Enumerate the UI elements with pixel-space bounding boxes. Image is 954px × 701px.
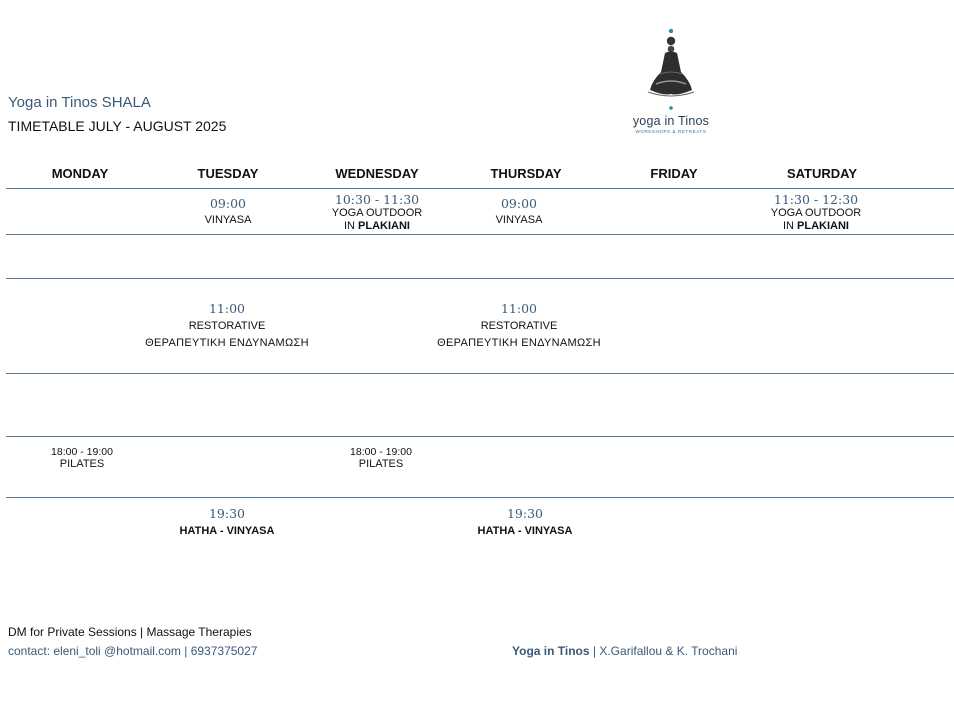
class-name: HATHA - VINYASA [179,525,275,537]
timetable-title: TIMETABLE JULY - AUGUST 2025 [8,118,227,134]
class-time: 18:00 - 19:00 [51,446,113,458]
row-divider [6,188,954,189]
class-slot-thursday-1100 [434,301,604,349]
class-name: RESTORATIVE [188,320,266,332]
class-time: 10:30 - 11:30 [334,192,420,207]
row-divider [6,278,954,279]
day-header-saturday: SATURDAY [786,166,858,181]
class-name: YOGA OUTDOOR [331,207,423,219]
location-place: PLAKIANI [797,220,849,232]
class-slot-monday-1800 [0,446,167,471]
class-slot-wednesday-1800 [296,446,466,471]
class-name-greek: ΘΕΡΑΠΕΥΤΙΚΗ ΕΝΔΥΝΑΜΩΣΗ [437,337,601,349]
class-name: PILATES [358,458,404,470]
class-name: VINYASA [204,214,252,226]
class-name-greek: ΘΕΡΑΠΕΥΤΙΚΗ ΕΝΔΥΝΑΜΩΣΗ [145,337,309,349]
credits [512,644,737,658]
class-slot-thursday-1930 [440,506,610,538]
day-header-monday: MONDAY [51,166,109,181]
class-time: 18:00 - 19:00 [350,446,412,458]
logo-text: yoga in Tinos [632,114,710,128]
class-time: 11:30 - 12:30 [773,192,859,207]
day-header-wednesday: WEDNESDAY [335,166,419,181]
day-header-thursday: THURSDAY [490,166,562,181]
class-time: 09:00 [500,196,538,211]
class-time: 11:00 [500,301,538,316]
class-slot-tuesday-1930 [142,506,312,538]
row-divider [6,497,954,498]
class-name: RESTORATIVE [480,320,558,332]
class-name: HATHA - VINYASA [477,525,573,537]
credits-names: | X.Garifallou & K. Trochani [589,644,738,658]
class-name: VINYASA [495,214,543,226]
class-slot-tuesday-0900 [143,196,313,227]
class-location [731,220,901,233]
location-prefix: IN [782,220,798,232]
class-slot-tuesday-1100 [142,301,312,349]
location-prefix: IN [343,220,359,232]
class-time: 09:00 [209,196,247,211]
studio-name: Yoga in Tinos SHALA [8,94,151,111]
contact-info: contact: eleni_toli @hotmail.com | 6937375027 [8,644,258,658]
row-divider [6,234,954,235]
class-time: 11:00 [208,301,246,316]
row-divider [6,436,954,437]
class-time: 19:30 [208,506,246,521]
class-slot-saturday-1130 [731,192,901,233]
logo-tagline: WORKSHOPS & RETREATS [635,129,707,134]
day-header-tuesday: TUESDAY [197,166,259,181]
row-divider [6,373,954,374]
location-place: PLAKIANI [358,220,410,232]
class-name: PILATES [59,458,105,470]
private-sessions-note: DM for Private Sessions | Massage Therapies [8,625,252,639]
credits-brand: Yoga in Tinos [512,644,590,658]
day-header-friday: FRIDAY [650,166,698,181]
class-time: 19:30 [506,506,544,521]
class-slot-thursday-0900 [434,196,604,227]
class-name: YOGA OUTDOOR [770,207,862,219]
